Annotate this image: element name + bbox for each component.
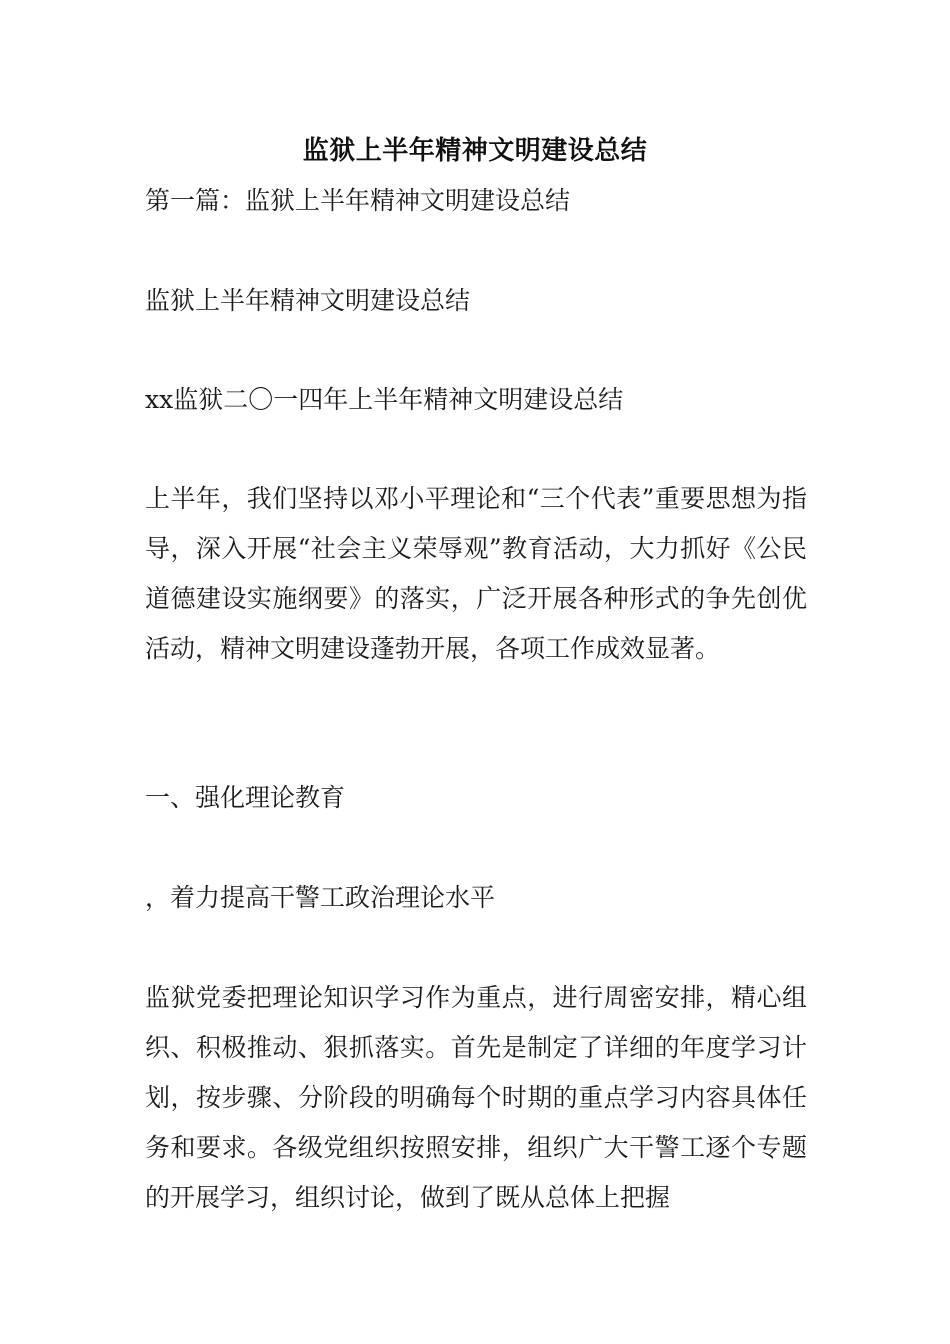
subtitle: 监狱上半年精神文明建设总结 (145, 286, 471, 315)
section-heading: 一、强化理论教育 (145, 783, 346, 812)
section-paragraph: 监狱党委把理论知识学习作为重点，进行周密安排，精心组织、积极推动、狠抓落实。首先是制定了详细的年度学习计划，按步骤、分阶段的明确每个时期的重点学习内容具体任务和要求。各级党组织按照安排，组织广大干警工逐个专题的开展学习，组织讨论，做到了既从总体上把握 (145, 983, 807, 1212)
document-title: 监狱上半年精神文明建设总结 (302, 136, 648, 166)
report-title: xx监狱二〇一四年上半年精神文明建设总结 (145, 385, 624, 414)
intro-paragraph: 上半年，我们坚持以邓小平理论和“三个代表”重要思想为指导，深入开展“社会主义荣辱观”教育活动，大力抓好《公民道德建设实施纲要》的落实，广泛开展各种形式的争先创优活动，精神文明建设蓬勃开展，各项工作成效显著。 (145, 484, 807, 663)
section-subheading: ，着力提高干警工政治理论水平 (145, 883, 496, 912)
chapter-heading: 第一篇：监狱上半年精神文明建设总结 (145, 186, 571, 215)
